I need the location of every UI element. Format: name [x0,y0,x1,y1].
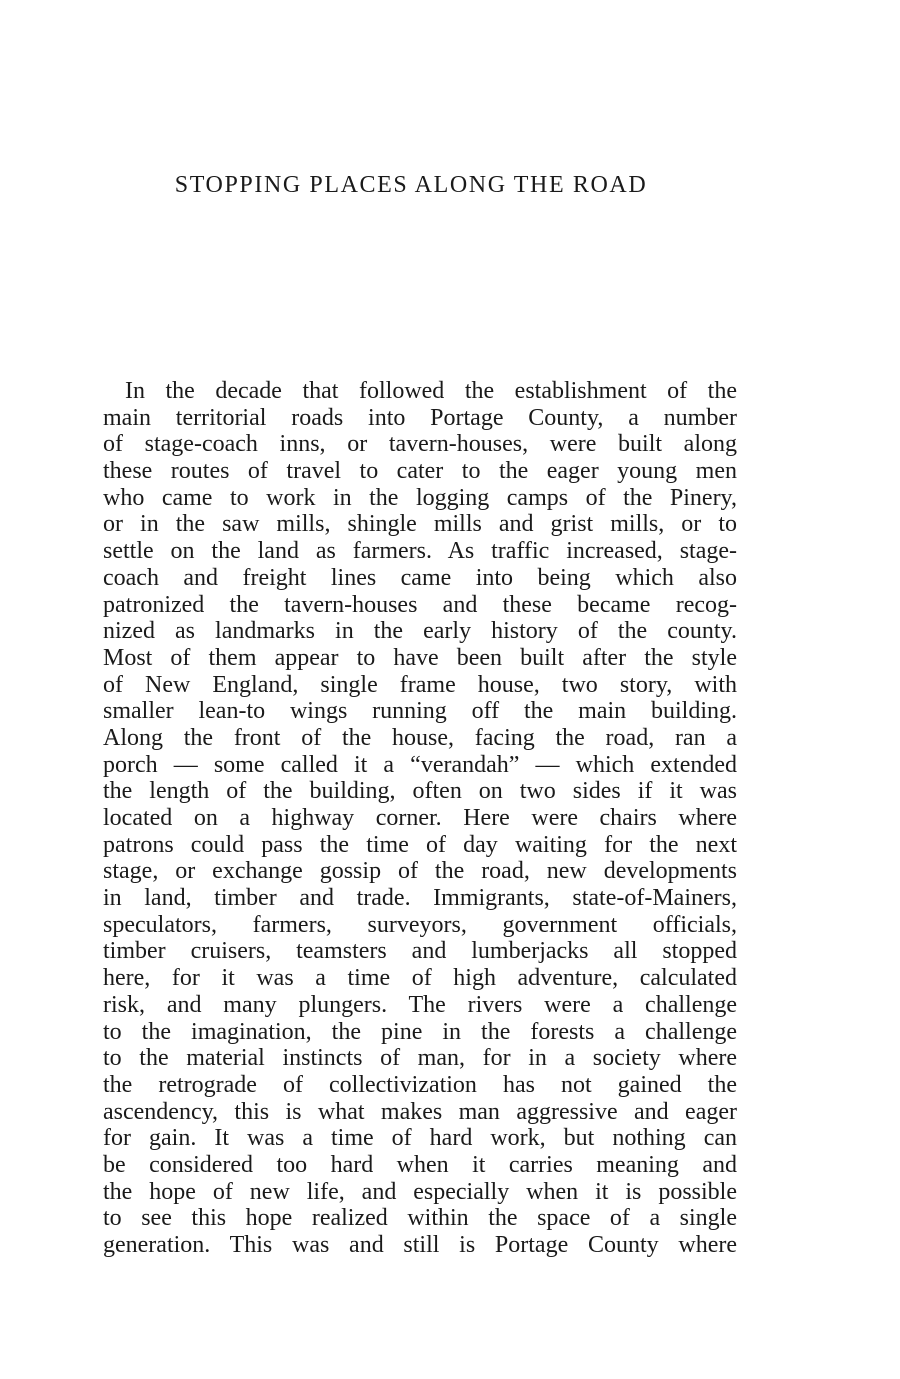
text-line: patronized the tavern-houses and these became recog- [103,591,737,618]
body-paragraph [103,378,737,1259]
text-line: speculators, farmers, surveyors, government officials, [103,911,737,938]
text-line: these routes of travel to cater to the eager young men [103,458,737,485]
text-line: coach and freight lines came into being which also [103,564,737,591]
text-line: the retrograde of collectivization has not gained the [103,1071,737,1098]
text-line: to see this hope realized within the space of a single [103,1205,737,1232]
text-line: here, for it was a time of high adventure, calculated [103,965,737,992]
text-line: Most of them appear to have been built after the style [103,644,737,671]
text-line: Along the front of the house, facing the road, ran a [103,724,737,751]
text-line: stage, or exchange gossip of the road, new developments [103,858,737,885]
text-line: the length of the building, often on two sides if it was [103,778,737,805]
text-line: be considered too hard when it carries meaning and [103,1151,737,1178]
chapter-title: STOPPING PLACES ALONG THE ROAD [174,172,648,198]
text-line: porch — some called it a “verandah” — which extended [103,751,737,778]
text-line: nized as landmarks in the early history of the county. [103,618,737,645]
text-line: settle on the land as farmers. As traffic increased, stage- [103,538,737,565]
text-line: In the decade that followed the establishment of the [125,378,737,404]
text-line: timber cruisers, teamsters and lumberjacks all stopped [103,938,737,965]
text-line: or in the saw mills, shingle mills and grist mills, or to [103,511,737,538]
text-line: in land, timber and trade. Immigrants, state-of-Mainers, [103,885,737,912]
text-line: to the material instincts of man, for in a society where [103,1045,737,1072]
text-line: of stage-coach inns, or tavern-houses, were built along [103,431,737,458]
text-line: to the imagination, the pine in the forests a challenge [103,1018,737,1045]
text-line: located on a highway corner. Here were chairs where [103,805,737,831]
text-line: the hope of new life, and especially when it is possible [103,1178,737,1205]
text-line: ascendency, this is what makes man aggressive and eager [103,1098,737,1125]
text-line: risk, and many plungers. The rivers were a challenge [103,991,737,1018]
text-line: of New England, single frame house, two story, with [103,671,737,698]
text-line: generation. This was and still is Portage County where [103,1232,737,1258]
text-line: main territorial roads into Portage County, a number [103,404,737,431]
text-line: for gain. It was a time of hard work, but nothing can [103,1125,737,1152]
text-line: smaller lean-to wings running off the main building. [103,698,737,725]
text-line: patrons could pass the time of day waiting for the next [103,831,737,858]
text-line: who came to work in the logging camps of the Pinery, [103,484,737,511]
